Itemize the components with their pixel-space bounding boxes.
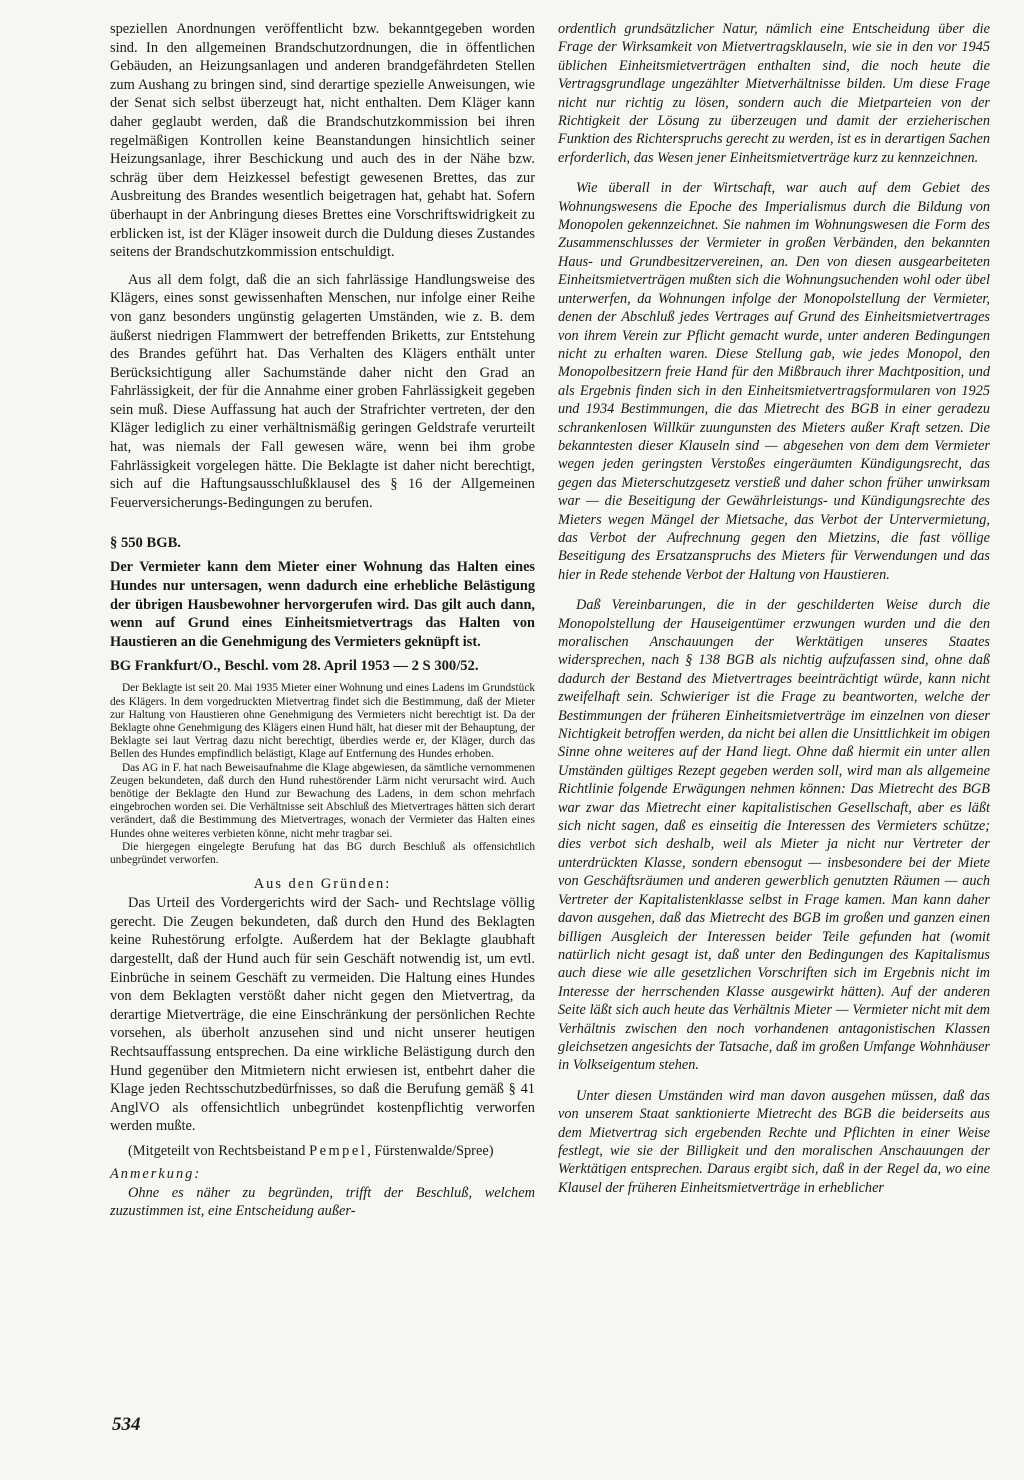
page-number: 534 bbox=[112, 1414, 141, 1435]
paragraph: Wie überall in der Wirtschaft, war auch auf dem Gebiet des Wohnungswesens die Epoche des Imperialismus durch die Bildung von Monopolen gekennzeichnet. Sie nahmen im Wohnungswesen die Form des Zusammenschlusses der Vermieter in großen Verbänden, den bekannten Haus- und Grundbesitzervereinen, an. Den von diesen ausgearbeiteten Einheitsmietverträgen mußten sich die Wohnungsuchenden wohl oder übel unterwerfen, da Wohnungen infolge der Monopolstellung der Vermieter, denen der Abschluß jedes Vertrages auf Grund des Einheitsmietvertrages von ihrem Verein zur Pflicht gemacht wurde, unter anderen Bedingungen nicht zu erhalten waren. Diese Stellung gab, wie jedes Monopol, den Monopolbesitzern freie Hand für den Mißbrauch ihrer Machtposition, und als Ergebnis finden sich in den Einheitsmietvertragsformularen von 1925 und 1934 Bestimmungen, die das Mietrecht des BGB in einer geradezu schrankenlosen Willkür zuungunsten des Mieters außer Kraft setzen. Die bekanntesten dieser Klauseln sind — abgesehen von dem dem Vermieter wegen jeden geringsten Verstoßes eingeräumten Kündigungsrecht, das gegen das Mieterschutzgesetz verstieß und daher schon früher unwirksam war — die Beseitigung der Gewährleistungs- und Kündigungsrechte des Mieters wegen Mängel der Mietsache, das Verbot der Untervermietung, das Verbot der Aufrechnung gegen den Mietzins, die fast völlige Beseitigung des Ersatzanspruchs des Mieters für Verwendungen und das hier in Rede stehende Verbot der Haltung von Haustieren. bbox=[558, 180, 990, 583]
headnote: Der Vermieter kann dem Mieter einer Wohnung das Halten eines Hundes nur untersagen, wenn dadurch eine erhebliche Belästigung der übrigen Hausbewohner hervorgerufen wird. Das gilt auch dann, wenn auf Grund eines Einheitsmietvertrags das Halten von Haustieren an die Genehmigung des Vermieters geknüpft ist. bbox=[110, 559, 535, 650]
reasons-paragraph: Das Urteil des Vordergerichts wird der Sach- und Rechtslage völlig gerecht. Die Zeugen bekundeten, daß durch den Hund des Beklagten keine Ruhestörung erfolgte. Außerdem hat der Beklagte glaubhaft dargestellt, daß der Hund auch für sein Geschäft notwendig ist, um evtl. Einbrüche in seinem Geschäft zu vermeiden. Die Haltung eines Hundes von dem Beklagten verstößt daher nicht gegen den Mietvertrag, da derartige Mietverträge, die eine Einschränkung der persönlichen Rechte vorsehen, als überholt anzusehen sind und nicht unserer heutigen Rechtsauffassung entsprechen. Da eine wirkliche Belästigung durch den Hund gegenüber den Mitmietern nicht erwiesen ist, entbehrt daher die Klage jeden Rechtsschutzbedürfnisses, so daß die Berufung gemäß § 41 AnglVO als offensichtlich unbegründet kostenpflichtig verworfen werden mußte. bbox=[110, 895, 535, 1135]
source-note bbox=[110, 1142, 535, 1161]
reasons-heading: Aus den Gründen: bbox=[253, 876, 392, 893]
source-suffix: , Fürstenwalde/Spree) bbox=[367, 1142, 494, 1159]
facts-paragraph: Die hiergegen eingelegte Berufung hat das BG durch Beschluß als offensichtlich unbegründet verworfen. bbox=[110, 840, 535, 867]
left-column bbox=[110, 20, 535, 1221]
source-prefix: (Mitgeteilt von Rechtsbeistand bbox=[128, 1142, 310, 1159]
note-heading: Anmerkung: bbox=[110, 1165, 202, 1182]
source-name: Pempel bbox=[309, 1142, 368, 1159]
facts-paragraph: Das AG in F. hat nach Beweisaufnahme die Klage abgewiesen, da sämtliche vernommenen Zeugen bekundeten, daß durch den Hund ruhestörender Lärm nicht verursacht wird. Auch benötige der Beklagte den Hund zur Bewachung des Ladens, in dem schon mehrfach eingebrochen worden sei. Die Verhältnisse seit Abschluß des Mietvertrages hätten sich derart verändert, daß die Bestimmung des Mietvertrages, wonach der Vermieter das Halten eines Hundes ohne weiteres verbieten könne, nicht mehr tragbar sei. bbox=[110, 761, 535, 840]
paragraph: speziellen Anordnungen veröffentlicht bzw. bekanntgegeben worden sind. In den allgemeinen Brandschutzordnungen, die in öffentlichen Gebäuden, an Heizungsanlagen und anderen brandgefährdeten Stellen zum Aushang zu bringen sind, sind derartige spezielle Anweisungen, wie der Senat sich selbst überzeugt hat, nicht enthalten. Dem Kläger kann daher geglaubt werden, daß die Brandschutzkommission bei ihren regelmäßigen Kontrollen keine Beanstandungen hinsichtlich seiner Heizungsanlage, ihrer Beschickung und auch des in der Nähe bzw. schräg über dem Heizkessel befestigt gewesenen Brettes, das zur Ausbreitung des Brandes wesentlich beigetragen hat, gehabt hat. Sofern überhaupt in der Anbringung dieses Brettes eine Vorschriftswidrigkeit zu erblicken ist, ist der Kläger insoweit durch die Duldung dieses Zustandes seitens der Brandschutzkommission entschuldigt. bbox=[110, 21, 535, 261]
court-citation: BG Frankfurt/O., Beschl. vom 28. April 1953 — 2 S 300/52. bbox=[110, 658, 479, 675]
paragraph: ordentlich grundsätzlicher Natur, nämlich eine Entscheidung über die Frage der Wirksamkeit von Mietvertragsklauseln, wie sie in den vor 1945 üblichen Einheitsmietverträgen enthalten sind, die noch heute die Vertragsgrundlage ungezählter Mietverhältnisse bilden. Um diese Frage nicht nur richtig zu lösen, sondern auch die Mietparteien von der Richtigkeit der Lösung zu überzeugen und damit der erzieherischen Funktion des Richterspruchs gerecht zu werden, ist es in derartigen Sachen erforderlich, das Wesen jener Einheitsmietverträge kurz zu kennzeichnen. bbox=[558, 21, 990, 166]
right-column bbox=[558, 20, 990, 1197]
facts-paragraph: Der Beklagte ist seit 20. Mai 1935 Mieter einer Wohnung und eines Ladens im Grundstück des Klägers. In dem vorgedruckten Mietvertrag findet sich die Bestimmung, daß der Mieter zur Haltung von Haustieren ohne Genehmigung des Vermieters nicht berechtigt ist. Da der Beklagte ohne Genehmigung des Klägers einen Hund hält, hat dieser mit der Behauptung, der Beklagte sei laut Vertrag dazu nicht berechtigt, überdies werde er, der Kläger, durch das Bellen des Hundes empfindlich belästigt, Klage auf Entfernung des Hundes erhoben. bbox=[110, 682, 535, 761]
note-paragraph: Ohne es näher zu begründen, trifft der Beschluß, welchem zuzustimmen ist, eine Entscheidung außer- bbox=[110, 1184, 535, 1220]
paragraph: Daß Vereinbarungen, die in der geschilderten Weise durch die Monopolstellung der Hauseigentümer erzwungen wurden und die den moralischen Anschauungen der Werktätigen unseres Staates widersprechen, nach § 138 BGB als nichtig aufzufassen sind, ohne daß dadurch der Bestand des Mietvertrages beeinträchtigt würde, kann nicht zweifelhaft sein. Schwieriger ist die Frage zu beantworten, welche der Bestimmungen der früheren Einheitsmietverträge im einzelnen von dieser Nichtigkeit betroffen werden, da nicht bei allen die Unsittlichkeit im obigen Sinne ohne weiteres auf der Hand liegt. Ohne daß hiermit ein unter allen Umständen gültiges Rezept gegeben werden soll, wird man als allgemeine Richtlinie folgende Erwägungen nehmen können: Das Mietrecht des BGB war zwar das Mietrecht einer kapitalistischen Gesellschaft, aber es läßt sich nicht sagen, daß es einseitig die Interessen des Vermieters schütze; dies verbot sich deshalb, weil als Mieter ja nicht nur Vertreter der unterdrückten Klasse, sondern ebensogut — insbesondere bei der Miete von Geschäftsräumen und anderen gewerblich genutzten Räumen — auch Vertreter der Kapitalistenklasse selbst in Frage kamen. Man kann daher davon ausgehen, daß das Mietrecht des BGB im großen und ganzen einen billigen Ausgleich der Interessen beider Teile gefunden hat (womit natürlich nicht gesagt ist, daß unter den Bedingungen des Kapitalismus auch diese wie alle gesetzlichen Vorschriften sich im Ergebnis nicht im Interesse der herrschenden Klasse ausgewirkt hätten). Auf der anderen Seite läßt sich auch heute das Verhältnis Mieter — Vermieter nicht mit dem Verhältnis zwischen den noch vorhandenen antagonistischen Klassen gleichsetzen angesichts der Tatsache, daß im großen Umfange Wohnhäuser in Volkseigentum stehen. bbox=[558, 597, 990, 1074]
paragraph: Aus all dem folgt, daß die an sich fahrlässige Handlungsweise des Klägers, eines sonst gewissenhaften Menschen, nur infolge einer Reihe von ganz besonders ungünstig gelagerten Umständen, wie z. B. dem äußerst niedrigen Flammwert der betreffenden Briketts, zur Entstehung des Brandes geführt hat. Das Verhalten des Klägers enthält unter Berücksichtigung aller Sachumstände daher nicht den Grad an Fahrlässigkeit, der für die Annahme einer groben Fahrlässigkeit gegeben sein muß. Diese Auffassung hat auch der Strafrichter vertreten, der den Kläger lediglich zu einer verhältnismäßig geringen Geldstrafe verurteilt hat, was niemals der Fall gewesen wäre, wenn bei ihm grobe Fahrlässigkeit vorgelegen hätte. Die Beklagte ist daher nicht berechtigt, sich auf die Haftungsausschlußklausel des § 16 der Allgemeinen Feuerversicherungs-Bedingungen zu berufen. bbox=[110, 271, 535, 511]
paragraph: Unter diesen Umständen wird man davon ausgehen müssen, daß das von unserem Staat sanktionierte Mietrecht des BGB die beiderseits aus dem Mietvertrag sich ergebenden Rechte und Pflichten in einer Weise festlegt, wie sie der Billigkeit und den moralischen Anschauungen der Werktätigen entsprechen. Daraus ergibt sich, daß in der Regel da, wo eine Klausel der früheren Einheitsmietverträge in erheblicher bbox=[558, 1087, 990, 1196]
section-heading: § 550 BGB. bbox=[110, 535, 181, 552]
